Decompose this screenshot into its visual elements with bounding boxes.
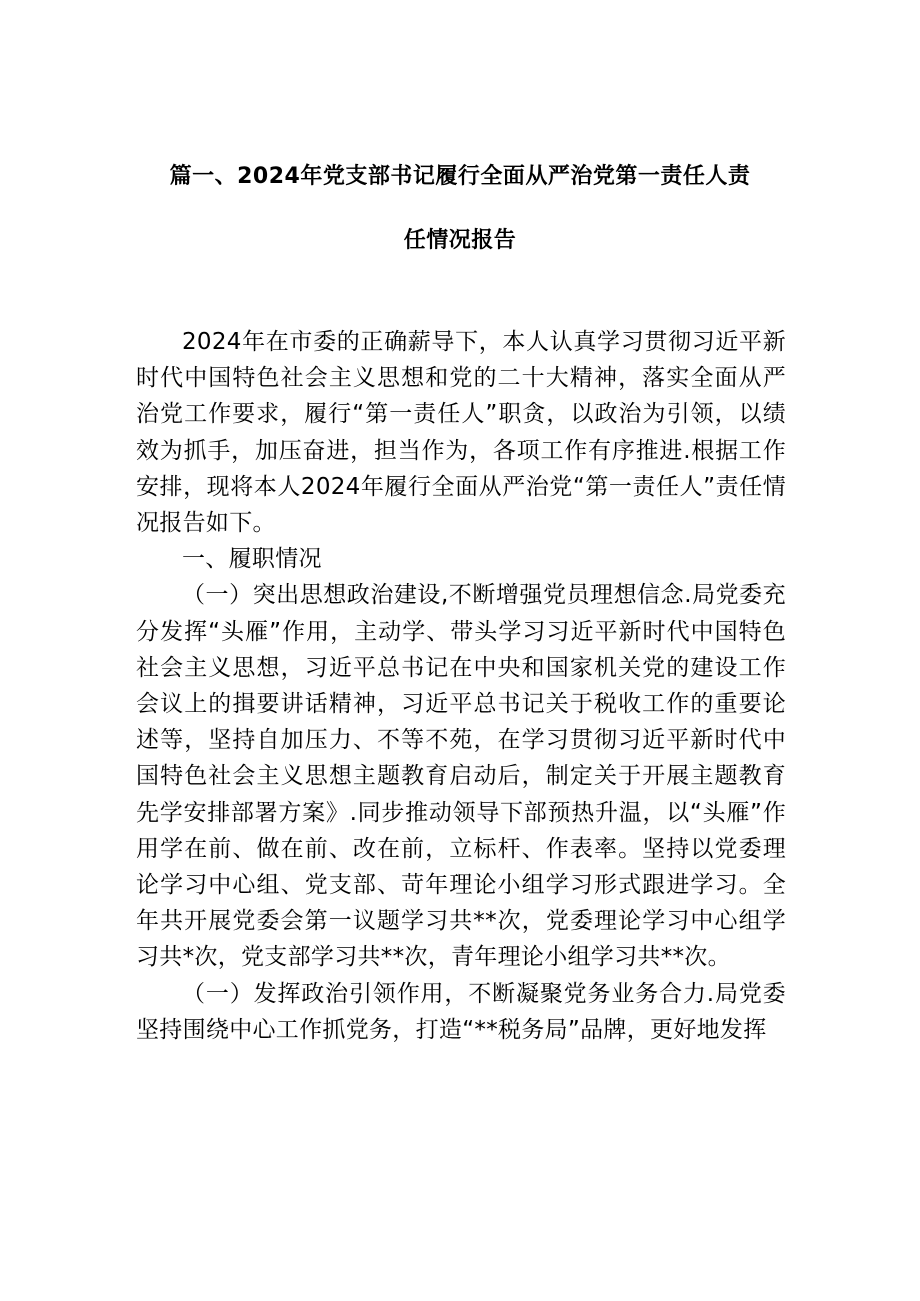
subsection-paragraph-1: （一）突出思想政治建设,不断增强党员理想信念.局党委充分发挥“头雁”作用，主动学、带头学习习近平新时代中国特色社会主义思想，习近平总书记在中央和国家机关党的建设工作会议上的揖要讲话精神，习近平总书记关于税收工作的重要论述等，坚持自加压力、不等不苑，在学习贯彻习近平新时代中国特色社会主义思想主题教育启动后，制定关于开展主题教育先学安排部署方案》.同步推动领导下部预热升温，以“头雁”作用学在前、做在前、改在前，立标杆、作表率。坚持以党委理论学习中心组、党支部、苛年理论小组学习形式跟进学习。全年共开展党委会第一议题学习共**次，党委理论学习中心组学习共*次，党支部学习共**次，青年理论小组学习共**次。 [136, 582, 786, 971]
document-title-line-2: 任情况报告 [403, 228, 517, 253]
document-body [136, 324, 786, 1048]
subsection-paragraph-2: （一）发挥政治引领作用，不断凝聚党务业务合力.局党委坚持围绕中心工作抓党务，打造“**税务局”品牌，更好地发挥 [136, 980, 786, 1043]
section-heading: 一、履职情况 [182, 546, 322, 573]
document-title-line-1: 篇一、2024年党支部书记履行全面从严治党第一责任人责 [169, 164, 751, 189]
intro-paragraph: 2024年在市委的正确薪导下，本人认真学习贯彻习近平新时代中国特色社会主义思想和党的二十大精神，落实全面从严治党工作要求，履行“第一责任人”职贪，以政治为引领，以绩效为抓手，加压奋进，担当作为，各项工作有序推进.根据工作安排，现将本人2024年履行全面从严治党“第一责任人”责任情况报告如下。 [136, 329, 786, 537]
